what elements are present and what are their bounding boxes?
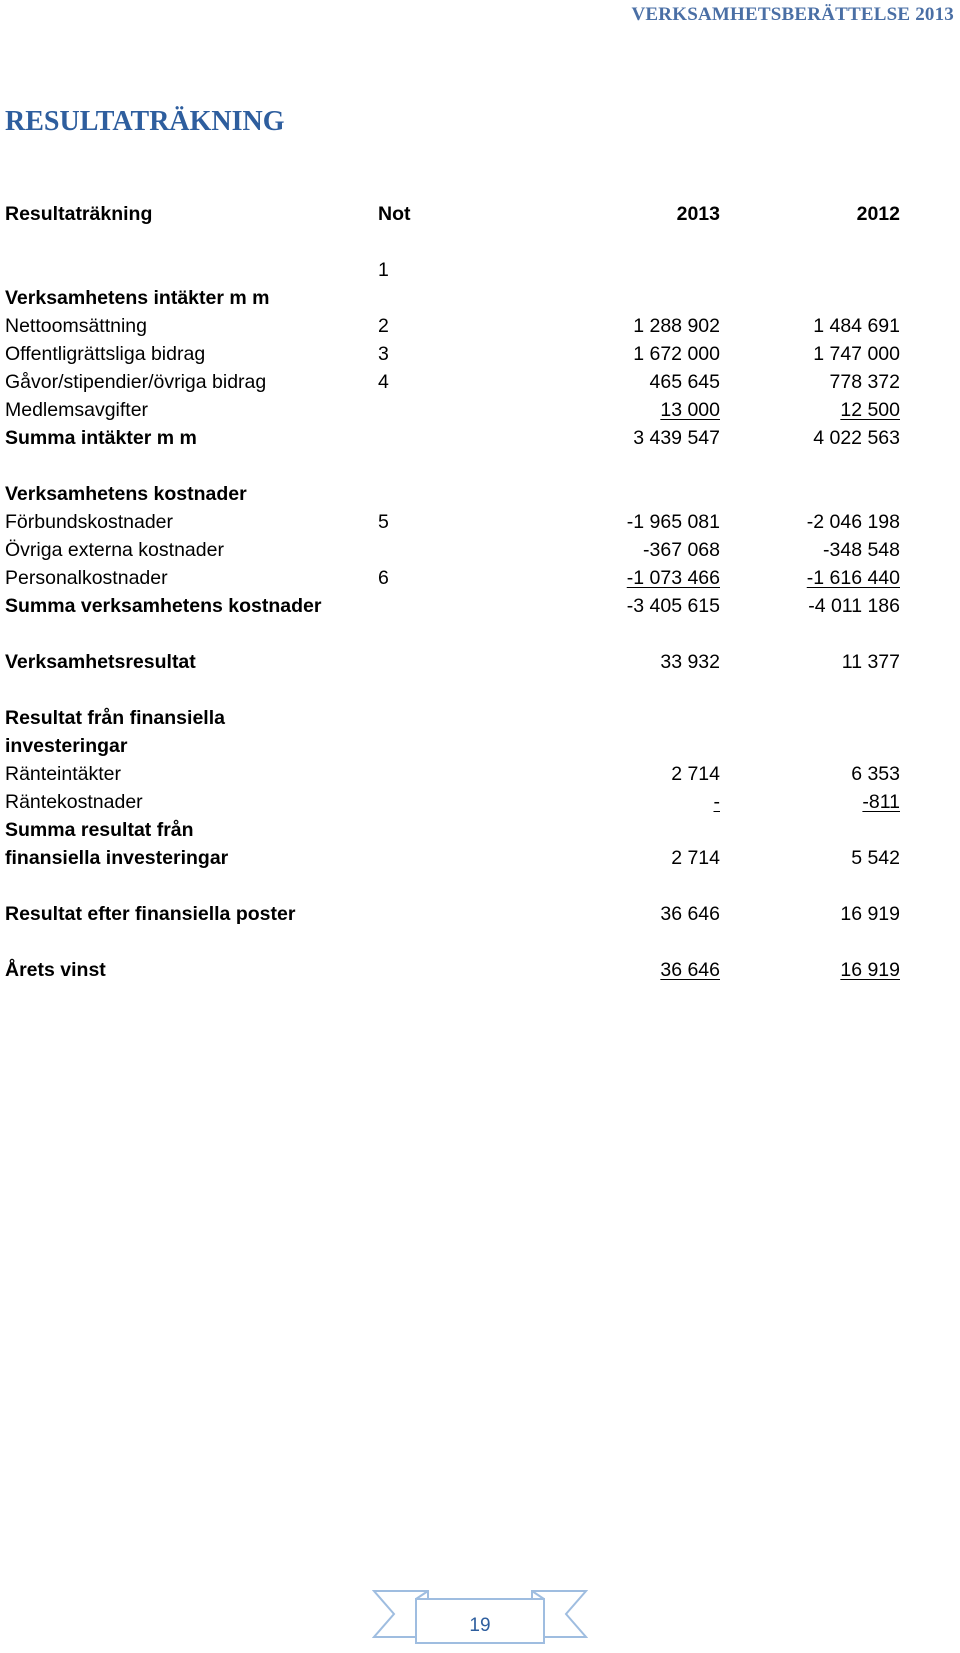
row-value-2013: 2 714 — [671, 847, 720, 869]
row-label: Förbundskostnader — [5, 511, 174, 533]
row-value-2013: -1 073 466 — [626, 567, 720, 589]
row-value-2013: -367 068 — [643, 539, 720, 561]
row-note: 5 — [378, 511, 389, 533]
spacer — [5, 676, 900, 704]
row-label: Verksamhetsresultat — [5, 651, 196, 673]
row-label: Resultat efter finansiella poster — [5, 903, 296, 925]
row-value-2013: 1 672 000 — [633, 343, 720, 365]
row-label: Nettoomsättning — [5, 315, 147, 337]
row-value-2013: 1 288 902 — [633, 315, 720, 337]
row-note: 4 — [378, 371, 389, 393]
table-row — [5, 396, 900, 424]
row-label: Personalkostnader — [5, 567, 168, 589]
row-value-2012: -348 548 — [823, 539, 900, 561]
note-ref: 1 — [378, 259, 389, 281]
row-value-2012: 1 747 000 — [813, 343, 900, 365]
row-value-2013: - — [713, 791, 720, 813]
row-label: Gåvor/stipendier/övriga bidrag — [5, 371, 267, 393]
spacer — [5, 928, 900, 956]
row-value-2013: 36 646 — [660, 959, 720, 981]
header-note: Not — [378, 203, 411, 225]
table-row — [5, 312, 900, 340]
income-statement-table — [5, 200, 900, 984]
row-value-2013: -1 965 081 — [626, 511, 720, 533]
total-row-financial — [5, 816, 900, 872]
section-heading-costs — [5, 480, 900, 508]
page-number: 19 — [469, 1615, 491, 1636]
row-value-2013: 33 932 — [660, 651, 720, 673]
row-label: Räntekostnader — [5, 791, 143, 813]
row-label: Offentligrättsliga bidrag — [5, 343, 206, 365]
spacer — [5, 620, 900, 648]
income-heading: Verksamhetens intäkter m m — [5, 287, 270, 309]
table-row — [5, 760, 900, 788]
spacer — [5, 872, 900, 900]
row-value-2013: 3 439 547 — [633, 427, 720, 449]
row-label: Summa intäkter m m — [5, 427, 197, 449]
table-header-row — [5, 200, 900, 228]
spacer — [5, 228, 900, 256]
row-label: Övriga externa kostnader — [5, 539, 224, 561]
row-value-2013: -3 405 615 — [626, 595, 720, 617]
table-row — [5, 536, 900, 564]
row-value-2012: 16 919 — [840, 959, 900, 981]
header-year-2012: 2012 — [856, 203, 900, 225]
total-row-income — [5, 424, 900, 452]
row-value-2012: 4 022 563 — [813, 427, 900, 449]
table-row — [5, 340, 900, 368]
row-value-2012: 12 500 — [840, 399, 900, 421]
row-value-2013: 465 645 — [649, 371, 720, 393]
operating-result-row — [5, 648, 900, 676]
row-note: 3 — [378, 343, 389, 365]
after-financial-row — [5, 900, 900, 928]
row-value-2012: 778 372 — [829, 371, 900, 393]
note-ref-row — [5, 256, 900, 284]
row-label: Summa resultat från finansiella investeringar — [5, 819, 229, 869]
row-value-2012: 16 919 — [840, 903, 900, 925]
table-row — [5, 368, 900, 396]
financial-heading: Resultat från finansiella investeringar — [5, 707, 225, 757]
row-value-2012: 11 377 — [841, 651, 900, 673]
row-value-2012: -2 046 198 — [806, 511, 900, 533]
row-value-2013: 2 714 — [671, 763, 720, 785]
row-value-2012: 1 484 691 — [813, 315, 900, 337]
row-value-2012: 6 353 — [851, 763, 900, 785]
header-year-2013: 2013 — [676, 203, 720, 225]
row-value-2012: -811 — [862, 791, 900, 813]
header-label: Resultaträkning — [5, 203, 153, 225]
table-row — [5, 564, 900, 592]
section-heading-financial — [5, 704, 900, 760]
cost-heading: Verksamhetens kostnader — [5, 483, 247, 505]
net-profit-row — [5, 956, 900, 984]
spacer — [5, 452, 900, 480]
row-label: Summa verksamhetens kostnader — [5, 595, 322, 617]
page-number-badge — [372, 1585, 588, 1647]
table-row — [5, 508, 900, 536]
row-value-2013: 13 000 — [660, 399, 720, 421]
row-value-2012: 5 542 — [851, 847, 900, 869]
table-row — [5, 788, 900, 816]
row-value-2012: -4 011 186 — [808, 595, 900, 617]
page-title: RESULTATRÄKNING — [5, 106, 285, 137]
total-row-costs — [5, 592, 900, 620]
running-header: VERKSAMHETSBERÄTTELSE 2013 — [631, 4, 954, 25]
row-value-2013: 36 646 — [660, 903, 720, 925]
row-value-2012: -1 616 440 — [806, 567, 900, 589]
row-label: Ränteintäkter — [5, 763, 121, 785]
section-heading-income — [5, 284, 900, 312]
row-note: 6 — [378, 567, 389, 589]
row-label: Årets vinst — [5, 959, 106, 981]
row-note: 2 — [378, 315, 389, 337]
row-label: Medlemsavgifter — [5, 399, 149, 421]
